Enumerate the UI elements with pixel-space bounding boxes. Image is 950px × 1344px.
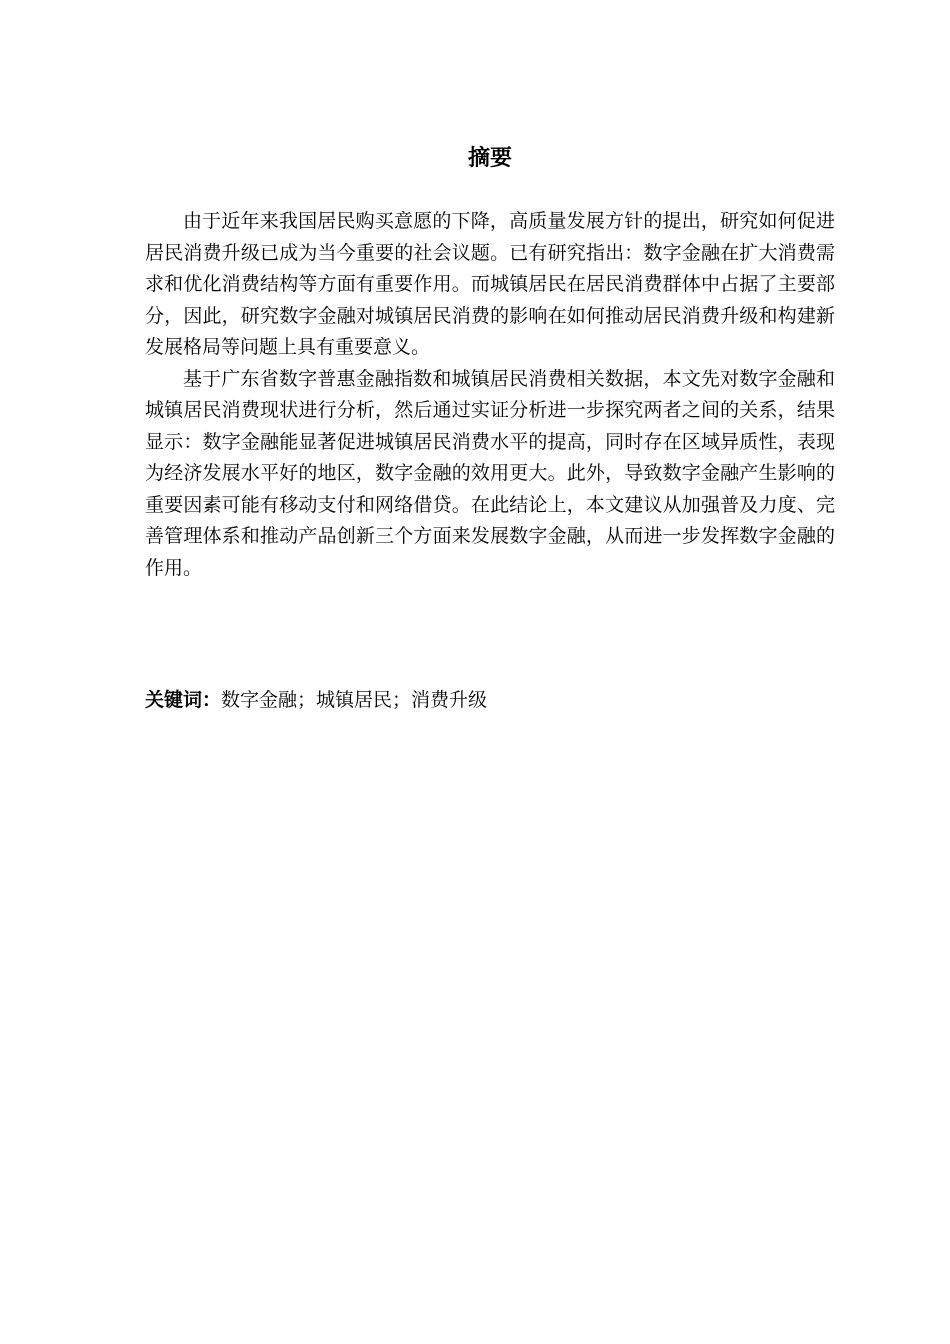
- keywords-line: [145, 685, 835, 716]
- keywords-label: 关键词：: [145, 689, 222, 711]
- abstract-body: [145, 206, 835, 584]
- abstract-paragraph-1: 由于近年来我国居民购买意愿的下降，高质量发展方针的提出，研究如何促进居民消费升级已成为当今重要的社会议题。已有研究指出：数字金融在扩大消费需求和优化消费结构等方面有重要作用。而城镇居民在居民消费群体中占据了主要部分，因此，研究数字金融对城镇居民消费的影响在如何推动居民消费升级和构建新发展格局等问题上具有重要意义。: [145, 210, 835, 358]
- abstract-title: 摘要: [467, 146, 512, 171]
- abstract-paragraph-2: 基于广东省数字普惠金融指数和城镇居民消费相关数据，本文先对数字金融和城镇居民消费现状进行分析，然后通过实证分析进一步探究两者之间的关系，结果显示：数字金融能显著促进城镇居民消费水平的提高，同时存在区域异质性，表现为经济发展水平好的地区，数字金融的效用更大。此外，导致数字金融产生影响的重要因素可能有移动支付和网络借贷。在此结论上，本文建议从加强普及力度、完善管理体系和推动产品创新三个方面来发展数字金融，从而进一步发挥数字金融的作用。: [145, 367, 835, 579]
- keywords-value: 数字金融；城镇居民；消费升级: [221, 689, 488, 711]
